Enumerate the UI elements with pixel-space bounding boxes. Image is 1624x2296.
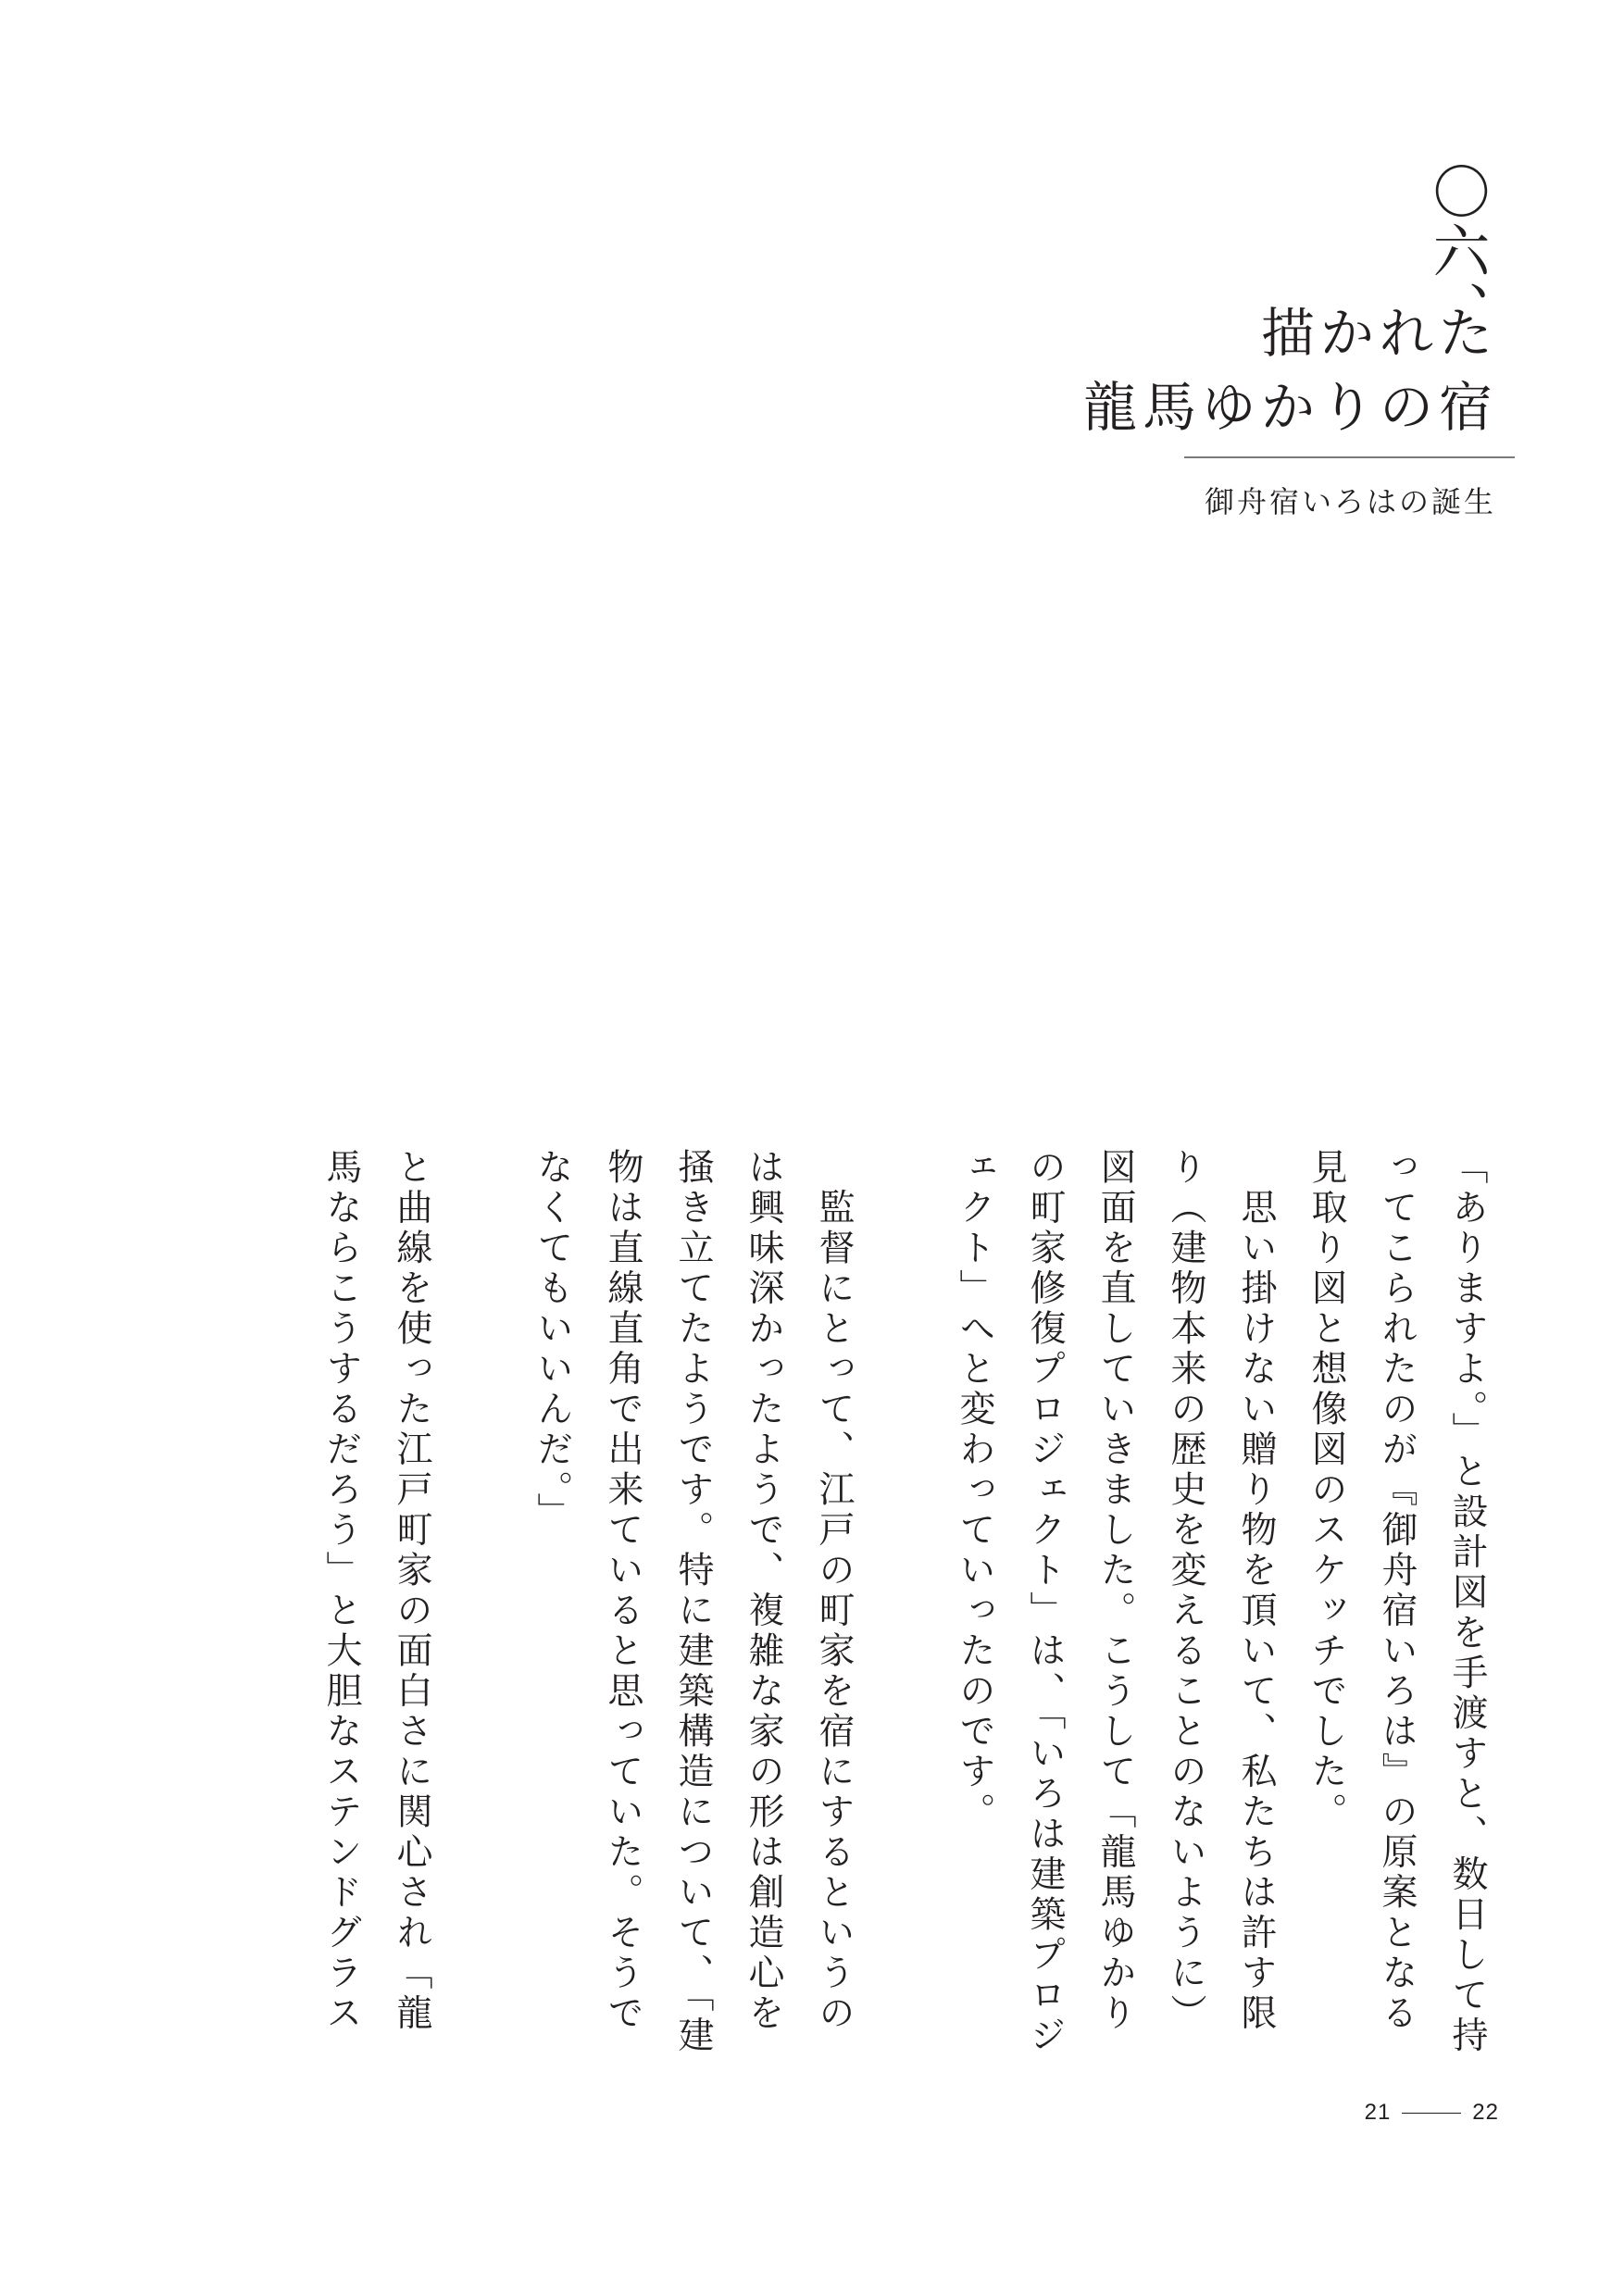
folio-separator <box>1402 2113 1461 2114</box>
page-folio <box>1365 2100 1499 2126</box>
chapter-number: 〇六、 <box>1423 162 1491 340</box>
body-paragraph-4: と曲線を使った江戸町家の面白さに関心され「龍馬ならこうするだろう」と大胆なステンドグラス <box>320 1148 432 2034</box>
folio-left-page-number: 21 <box>1364 2100 1392 2125</box>
title-divider <box>1184 456 1515 458</box>
chapter-title <box>1083 296 1498 444</box>
chapter-title-line-2: 龍馬ゆかりの宿 <box>1082 376 1498 439</box>
folio-right-page-number: 22 <box>1472 2100 1499 2125</box>
chapter-title-line-1: 描かれた <box>1260 302 1498 365</box>
body-paragraph-2: 思い掛けない贈り物を頂いて、私たちは許す限り（建物本来の歴史を変えることのないように）図面を直していきました。こうして「龍馬ゆかりの町家修復プロジェクト」は、「いろは建築プロジェクト」へと変わっていったのです。 <box>954 1148 1277 2056</box>
chapter-subtitle: 御舟宿いろはの誕生 <box>1204 484 1496 519</box>
body-text <box>85 1148 1502 2074</box>
body-paragraph-1: 「ありますよ。」と設計図を手渡すと、数日して持ってこられたのが『御舟宿いろは』の原案となる見取り図と想像図のスケッチでした。 <box>1305 1148 1488 2056</box>
body-paragraph-3: 監督にとって、江戸の町家を宿にするというのは興味深かったようで、複雑な家の形は創造心を掻き立てたようです。特に建築構造について、「建物は直線直角で出来ていると思っていた。そうでなくてもいいんだ。」 <box>531 1148 855 2056</box>
